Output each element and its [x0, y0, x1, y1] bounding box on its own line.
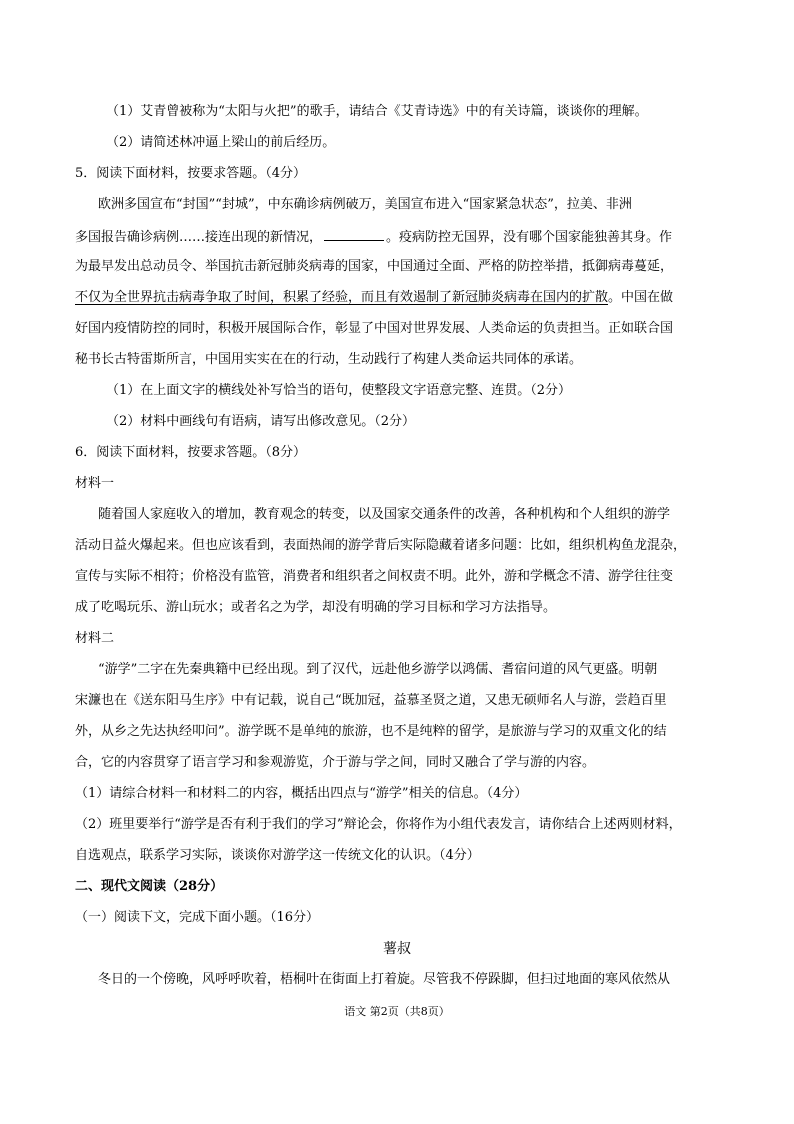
- q5-paragraph-line-5: 好国内疫情防控的同时，积极开展国际合作，彰显了中国对世界发展、人类命运的负责担当。正如联合国: [75, 321, 674, 336]
- material-1-line-1: 随着国人家庭收入的增加，教育观念的转变，以及国家交通条件的改善，各种机构和个人组织的游学: [98, 507, 671, 522]
- q5-paragraph-line-4: [75, 290, 673, 306]
- q5-line2-suffix: 。疫病防控无国界，没有哪个国家能独善其身。作: [386, 230, 673, 245]
- fill-in-blank: [324, 228, 384, 241]
- question-5-heading: 5．阅读下面材料，按要求答题。（4分）: [75, 166, 307, 181]
- section-2-part-1: （一）阅读下文，完成下面小题。（16分）: [75, 910, 320, 925]
- material-2-line-2: 宋濂也在《送东阳马生序》中有记载，说自己“既加冠，益慕圣贤之道，又患无硕师名人与游，尝趋百里: [75, 693, 667, 708]
- question-5-sub1: （1）在上面文字的横线处补写恰当的语句，使整段文字语意完整、连贯。（2分）: [106, 383, 572, 398]
- question-4-sub2: （2）请简述林冲逼上梁山的前后经历。: [106, 135, 336, 150]
- material-2-label: 材料二: [75, 631, 115, 646]
- underlined-sentence: 不仅为全世界抗击病毒争取了时间，积累了经验，而且有效遏制了新冠肺炎病毒在国内的扩散: [75, 290, 609, 305]
- question-4-sub1: （1）艾青曾被称为“太阳与火把”的歌手，请结合《艾青诗选》中的有关诗篇，谈谈你的理解。: [106, 104, 648, 119]
- material-2-line-4: 合，它的内容贯穿了语言学习和参观游览，介于游与学之间，同时又融合了学与游的内容。: [75, 755, 596, 770]
- q5-paragraph-line-6: 秘书长古特雷斯所言，中国用实实在在的行动，生动践行了构建人类命运共同体的承诺。: [75, 352, 583, 367]
- q5-line4-suffix: 。中国在做: [608, 290, 674, 305]
- section-2-heading: 二、现代文阅读（28分）: [75, 879, 224, 894]
- material-1-line-4: 成了吃喝玩乐、游山玩水；或者名之为学，却没有明确的学习目标和学习方法指导。: [75, 600, 557, 615]
- q5-paragraph-line-1: 欧洲多国宣布“封国”“封城”，中东确诊病例破万，美国宣布进入“国家紧急状态”，拉美、非洲: [98, 197, 632, 212]
- material-1-label: 材料一: [75, 476, 115, 491]
- article-title: 薯叔: [383, 941, 411, 957]
- material-1-line-3: 宣传与实际不相符；价格没有监管，消费者和组织者之间权责不明。此外，游和学概念不清、游学往往变: [75, 569, 674, 584]
- material-1-line-2: 活动日益火爆起来。但也应该看到，表面热闹的游学背后实际隐藏着诸多问题：比如，组织机构鱼龙混杂，: [75, 538, 687, 553]
- material-2-line-1: “游学”二字在先秦典籍中已经出现。到了汉代，远赴他乡游学以鸿儒、耆宿问道的风气更盛。明朝: [98, 662, 658, 677]
- material-2-line-3: 外，从乡之先达执经叩问”。游学既不是单纯的旅游，也不是纯粹的留学，是旅游与学习的双重文化的结: [75, 724, 667, 739]
- question-6-sub1: （1）请综合材料一和材料二的内容，概括出四点与“游学”相关的信息。（4分）: [75, 786, 528, 801]
- article-paragraph-1: 冬日的一个傍晚，风呼呼吹着，梧桐叶在街面上打着旋。尽管我不停跺脚，但扫过地面的寒风依然从: [98, 972, 671, 987]
- q5-paragraph-line-3: 为最早发出总动员令、举国抗击新冠肺炎病毒的国家，中国通过全面、严格的防控举措，抵御病毒蔓延，: [75, 259, 674, 274]
- page-footer: 语文 第2页（共8页）: [344, 1005, 450, 1018]
- question-6-heading: 6．阅读下面材料，按要求答题。（8分）: [75, 445, 307, 460]
- q5-line2-prefix: 多国报告确诊病例……接连出现的新情况，: [75, 230, 323, 245]
- question-6-sub2-line-2: 自选观点，联系学习实际，谈谈你对游学这一传统文化的认识。（4分）: [75, 848, 480, 863]
- q5-paragraph-line-2: [75, 228, 672, 246]
- question-5-sub2: （2）材料中画线句有语病，请写出修改意见。（2分）: [106, 414, 416, 429]
- question-6-sub2-line-1: （2）班里要举行“游学是否有利于我们的学习”辩论会，你将作为小组代表发言，请你结合上述两则材料，: [75, 817, 682, 832]
